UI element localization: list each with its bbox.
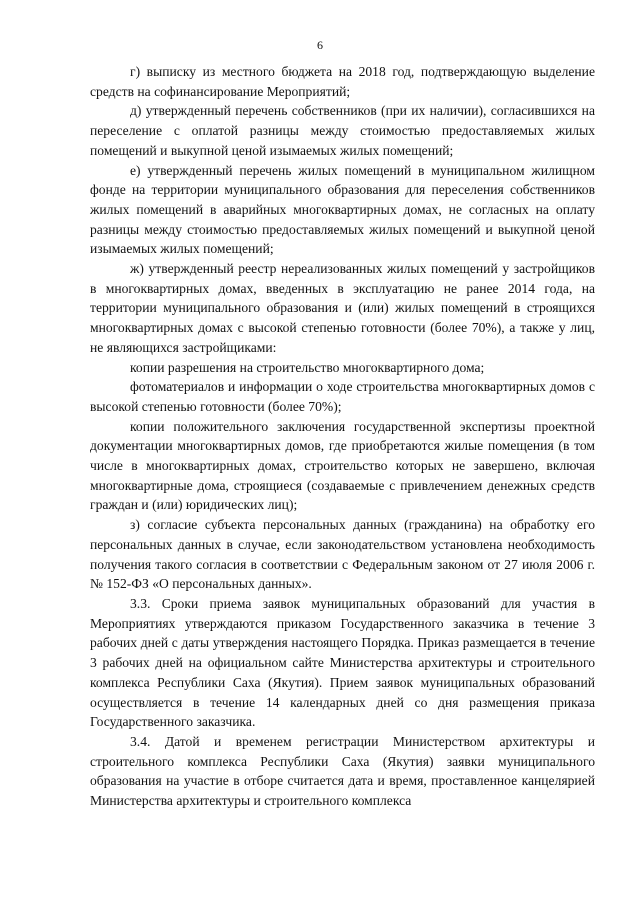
paragraph-3-3: 3.3. Сроки приема заявок муниципальных образований для участия в Мероприятиях утверждаются приказом Государственного заказчика в течение 3 рабочих дней с даты утверждения настоящего Порядка. Приказ размещается в течение 3 рабочих дней на официальном сайте Министерства архитектуры и строительного комплекса Республики Саха (Якутия). Прием заявок муниципальных образований осуществляется в течение 14 календарных дней со дня размещения приказа Государственного заказчика. bbox=[90, 595, 595, 730]
document-body bbox=[90, 62, 595, 811]
paragraph-expertise-copies: копии положительного заключения государственной экспертизы проектной документации многоквартирных домов, где приобретаются жилые помещения (в том числе в многоквартирных домах, строительство которых не завершено, включая многоквартирные дома, строящиеся (создаваемые с привлечением денежных средств граждан и (или) юридических лиц); bbox=[90, 418, 595, 513]
paragraph-d: д) утвержденный перечень собственников (при их наличии), согласившихся на переселение с оплатой разницы между стоимостью предоставляемых жилых помещений и выкупной ценой изымаемых жилых помещений; bbox=[90, 103, 595, 158]
paragraph-3-4: 3.4. Датой и временем регистрации Министерством архитектуры и строительного комплекса Республики Саха (Якутия) заявки муниципального образования на участие в отборе считается дата и время, проставленное канцелярией Министерства архитектуры и строительного комплекса bbox=[90, 733, 595, 809]
paragraph-zh: ж) утвержденный реестр нереализованных жилых помещений у застройщиков в многоквартирных домах, введенных в эксплуатацию не ранее 2014 года, на территории муниципального образования и (или) жилых помещений в строящихся многоквартирных домах с высокой степенью готовности (более 70%), а также у лиц, не являющихся застройщиками: bbox=[90, 261, 595, 355]
paragraph-e: е) утвержденный перечень жилых помещений в муниципальном жилищном фонде на территории муниципального образования для переселения собственников жилых помещений в аварийных многоквартирных домах, не согласных на оплату разницы между стоимостью предоставляемых жилых помещений и выкупной ценой изымаемых жилых помещений; bbox=[90, 162, 595, 257]
paragraph-z: з) согласие субъекта персональных данных (гражданина) на обработку его персональных данных в случае, если законодательством установлена необходимость получения такого согласия в соответствии с Федеральным законом от 27 июля 2006 г. № 152-ФЗ «О персональных данных». bbox=[90, 517, 595, 592]
paragraph-photo-materials: фотоматериалов и информации о ходе строительства многоквартирных домов с высокой степенью готовности (более 70%); bbox=[90, 379, 595, 414]
page-number: 6 bbox=[317, 38, 323, 52]
paragraph-permit-copies: копии разрешения на строительство многоквартирного дома; bbox=[130, 359, 485, 375]
paragraph-g: г) выписку из местного бюджета на 2018 год, подтверждающую выделение средств на софинансирование Мероприятий; bbox=[90, 64, 595, 99]
